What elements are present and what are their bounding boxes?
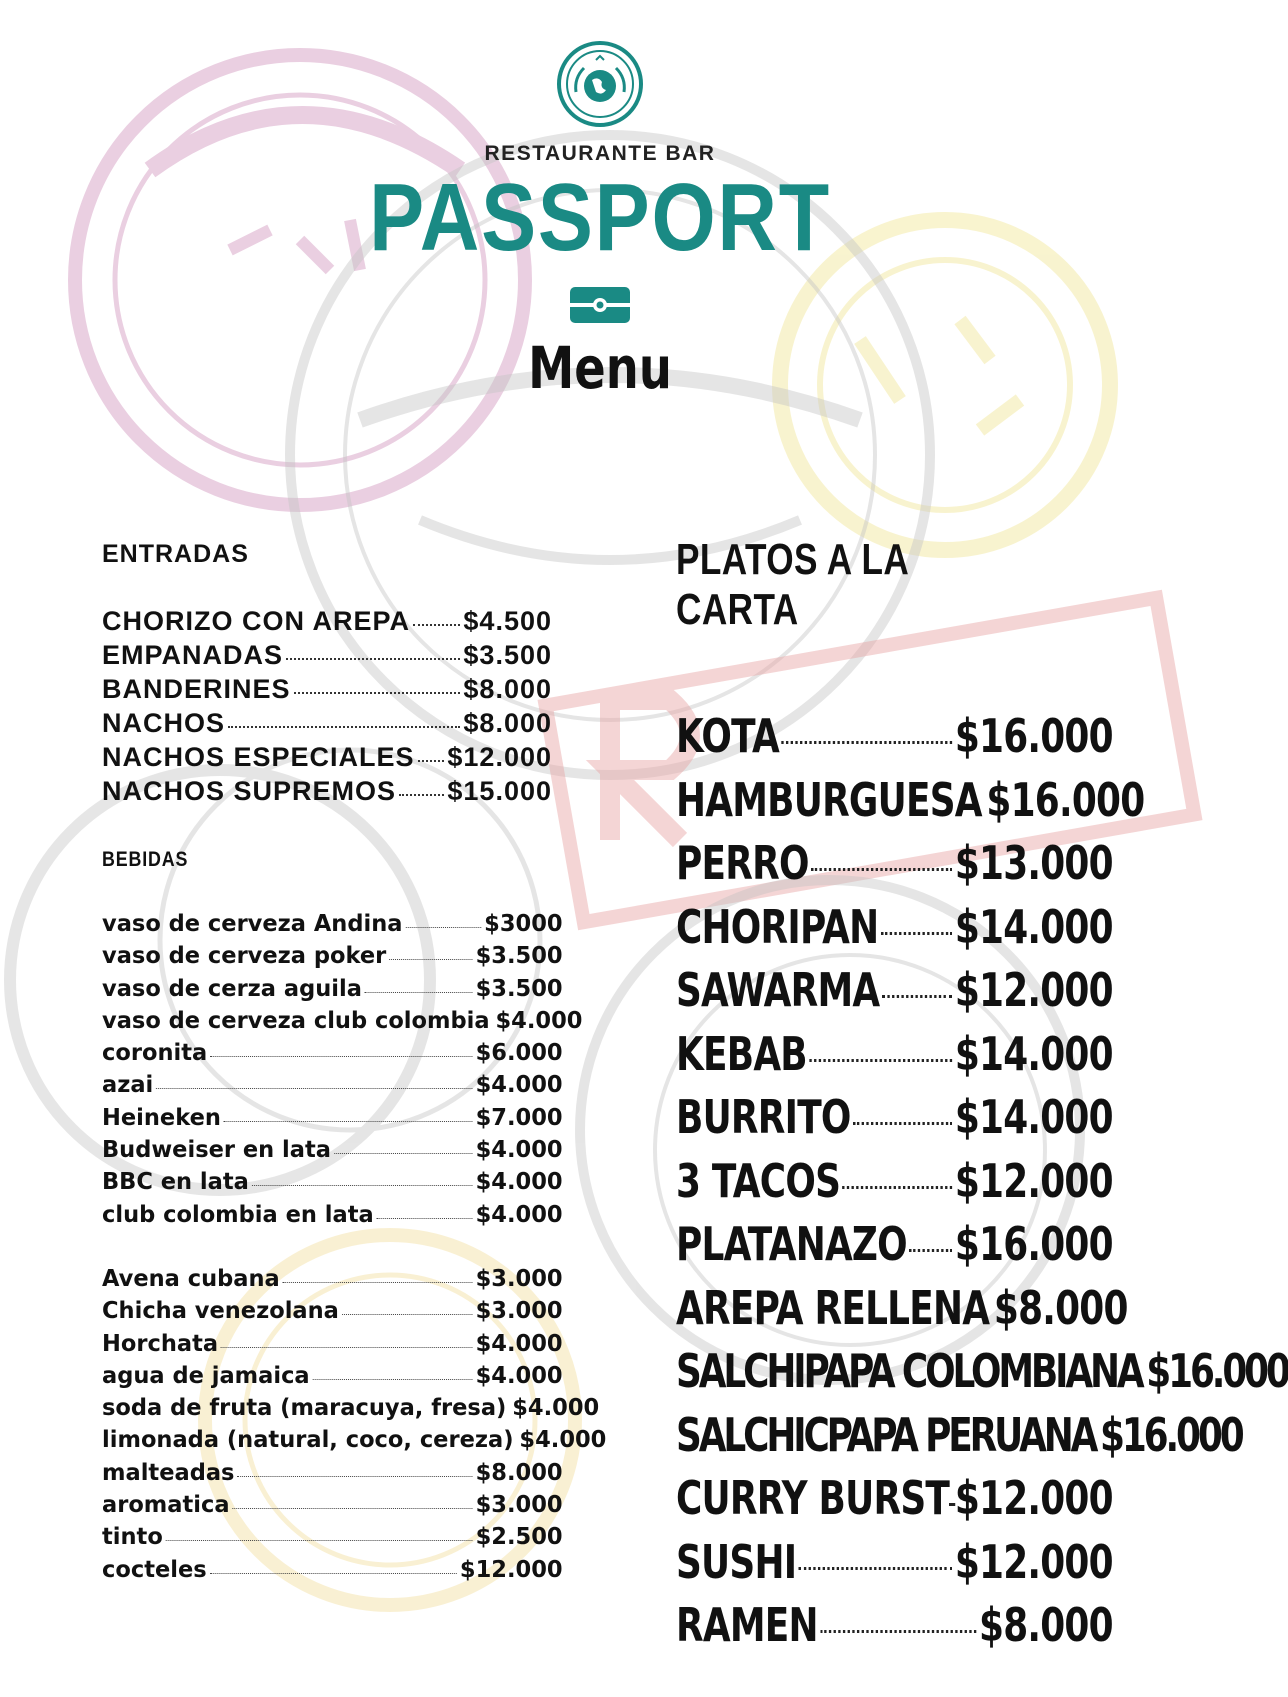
dot-leader <box>811 868 952 871</box>
menu-item-price: $12.000 <box>447 742 552 772</box>
menu-item-name: coronita <box>102 1040 208 1067</box>
dot-leader <box>286 658 460 660</box>
menu-item <box>102 973 563 1005</box>
menu-item <box>676 1340 1288 1404</box>
menu-item-price: $6.000 <box>475 1040 563 1067</box>
dot-leader <box>882 995 953 998</box>
menu-item-name: RAMEN <box>676 1598 818 1652</box>
menu-item-price: $16.000 <box>1099 1407 1242 1462</box>
menu-item-name: AREPA RELLENA <box>676 1280 990 1335</box>
menu-item-name: BANDERINES <box>102 674 291 704</box>
menu-item <box>676 1277 1128 1341</box>
menu-item-name: aromatica <box>102 1492 230 1519</box>
menu-item-name: club colombia en lata <box>102 1201 374 1228</box>
menu-item <box>676 1213 1113 1277</box>
menu-item-name: BBC en lata <box>102 1169 249 1196</box>
dot-leader <box>228 726 460 728</box>
dot-leader <box>210 1573 457 1574</box>
menu-item-name: 3 TACOS <box>676 1153 841 1208</box>
menu-item-name: soda de fruta (maracuya, fresa) <box>102 1395 507 1422</box>
menu-item <box>102 1166 563 1198</box>
menu-item-name: PERRO <box>676 836 809 890</box>
menu-item-name: malteadas <box>102 1459 235 1486</box>
dot-leader <box>166 1540 473 1541</box>
platos-list <box>676 705 1288 1658</box>
globe-laurel-emblem-icon <box>556 40 644 128</box>
menu-item-name: CHORIPAN <box>676 899 879 954</box>
menu-item <box>102 774 552 808</box>
dot-leader <box>210 1056 473 1057</box>
menu-item-price: $3.000 <box>475 1298 563 1325</box>
menu-item-price: $16.000 <box>986 772 1145 827</box>
dot-leader <box>842 1186 952 1189</box>
menu-item-name: NACHOS <box>102 708 226 738</box>
menu-item-name: CHORIZO CON AREPA <box>102 606 411 636</box>
dot-leader <box>221 1347 473 1348</box>
menu-item-name: vaso de cerveza club colombia <box>102 1007 490 1034</box>
menu-item <box>102 1263 563 1295</box>
menu-item-price: $12.000 <box>954 1471 1113 1525</box>
menu-item <box>676 705 1113 769</box>
menu-item <box>102 908 563 940</box>
menu-item <box>676 1023 1113 1087</box>
menu-item-name: CURRY BURST <box>676 1471 950 1525</box>
menu-item <box>676 959 1113 1023</box>
menu-item <box>102 1102 563 1134</box>
menu-item-name: SALCHIPAPA COLOMBIANA <box>676 1344 1142 1398</box>
menu-item-price: $14.000 <box>954 1090 1113 1144</box>
menu-item <box>102 638 552 672</box>
dot-leader <box>418 760 445 762</box>
menu-item <box>102 1489 563 1521</box>
dot-leader <box>881 932 953 935</box>
menu-item-price: $3.000 <box>475 1492 563 1519</box>
menu-item-name: tinto <box>102 1524 163 1551</box>
menu-item-name: KEBAB <box>676 1026 807 1081</box>
dot-leader <box>224 1121 473 1122</box>
dot-leader <box>252 1185 473 1186</box>
dot-leader <box>283 1282 473 1283</box>
menu-item-name: vaso de cerveza poker <box>102 943 387 970</box>
menu-item <box>102 1295 563 1327</box>
menu-item-price: $15.000 <box>447 776 552 806</box>
menu-item-price: $14.000 <box>954 899 1113 954</box>
entradas-heading: ENTRADAS <box>102 540 249 568</box>
brand-name: PASSPORT <box>369 164 831 271</box>
menu-item <box>102 1360 563 1392</box>
dot-leader <box>820 1630 977 1633</box>
menu-item-price: $4.000 <box>475 1072 563 1099</box>
menu-item-price: $8.000 <box>979 1598 1113 1652</box>
menu-item-name: SUSHI <box>676 1534 797 1589</box>
group-spacer <box>102 1231 612 1263</box>
menu-item-name: BURRITO <box>676 1090 851 1144</box>
menu-item <box>102 1134 563 1166</box>
menu-item-price: $8.000 <box>463 674 552 704</box>
menu-item-price: $3.500 <box>463 640 552 670</box>
bebidas-list <box>102 908 612 1586</box>
menu-item-price: $4.000 <box>475 1330 563 1357</box>
menu-item-name: vaso de cerveza Andina <box>102 911 403 937</box>
menu-item-price: $8.000 <box>475 1459 563 1486</box>
dot-leader <box>399 794 444 796</box>
menu-item <box>102 940 563 972</box>
menu-item <box>676 832 1113 896</box>
menu-item-name: EMPANADAS <box>102 640 284 670</box>
menu-item-name: azai <box>102 1072 154 1099</box>
dot-leader <box>781 741 952 744</box>
menu-item <box>676 1086 1113 1150</box>
menu-item <box>102 1424 607 1456</box>
dot-leader <box>342 1314 473 1315</box>
menu-item-name: NACHOS ESPECIALES <box>102 742 415 772</box>
menu-item-name: limonada (natural, coco, cereza) <box>102 1427 514 1454</box>
menu-item-name: HAMBURGUESA <box>676 772 982 827</box>
menu-item-name: KOTA <box>676 709 780 763</box>
menu-item <box>102 1521 563 1553</box>
menu-item <box>676 769 1145 833</box>
menu-item-price: $16.000 <box>954 709 1113 763</box>
menu-item-name: SAWARMA <box>676 963 880 1017</box>
menu-item-price: $8.000 <box>993 1280 1128 1335</box>
menu-item-price: $4.000 <box>475 1169 563 1196</box>
menu-item-price: $4.000 <box>475 1137 563 1164</box>
menu-item-name: Avena cubana <box>102 1265 280 1292</box>
menu-item-price: $4.000 <box>512 1395 600 1422</box>
menu-item-name: Heineken <box>102 1104 221 1131</box>
tagline: RESTAURANTE BAR <box>484 142 716 165</box>
menu-item-name: Chicha venezolana <box>102 1298 339 1325</box>
menu-item <box>102 1457 563 1489</box>
dot-leader <box>313 1379 473 1380</box>
dot-leader <box>294 692 461 694</box>
menu-item-name: NACHOS SUPREMOS <box>102 776 397 806</box>
menu-item-price: $16.000 <box>954 1217 1113 1271</box>
dot-leader <box>237 1476 472 1477</box>
menu-item-price: $7.000 <box>475 1104 563 1131</box>
menu-item-price: $4.000 <box>519 1427 607 1454</box>
menu-item-name: agua de jamaica <box>102 1362 310 1389</box>
menu-item-price: $4.000 <box>495 1007 583 1034</box>
dot-leader <box>799 1567 953 1570</box>
menu-item-name: PLATANAZO <box>676 1217 907 1271</box>
dot-leader <box>405 927 481 928</box>
menu-item-price: $14.000 <box>954 1026 1113 1081</box>
menu-item <box>102 1199 563 1231</box>
menu-item <box>676 896 1113 960</box>
menu-item-price: $12.000 <box>459 1556 563 1583</box>
right-column <box>676 535 1288 1658</box>
menu-item <box>676 1531 1113 1595</box>
dot-leader <box>377 1218 473 1219</box>
dot-leader <box>853 1122 953 1125</box>
menu-item-price: $4.000 <box>475 1201 563 1228</box>
menu-item-name: vaso de cerza aguila <box>102 975 362 1002</box>
passport-badge-icon <box>569 286 631 324</box>
menu-header <box>0 40 1200 402</box>
menu-title: Menu <box>528 334 672 402</box>
menu-item <box>102 604 552 638</box>
entradas-list <box>102 604 612 808</box>
menu-item-name: Horchata <box>102 1330 219 1357</box>
menu-item <box>102 1037 563 1069</box>
dot-leader <box>909 1249 952 1252</box>
menu-item <box>676 1150 1113 1214</box>
dot-leader <box>365 992 473 993</box>
dot-leader <box>413 624 460 626</box>
menu-item-price: $12.000 <box>954 1153 1113 1208</box>
menu-item-price: $16.000 <box>1146 1344 1288 1398</box>
menu-item <box>102 706 552 740</box>
menu-item <box>102 1392 600 1424</box>
menu-item-name: Budweiser en lata <box>102 1137 331 1164</box>
dot-leader <box>389 959 472 960</box>
bebidas-heading: BEBIDAS <box>102 848 189 871</box>
dot-leader <box>334 1153 473 1154</box>
menu-item <box>102 740 552 774</box>
menu-item-price: $4.500 <box>463 606 552 636</box>
menu-item-name: cocteles <box>102 1556 207 1583</box>
dot-leader <box>951 1503 952 1506</box>
menu-item <box>102 1328 563 1360</box>
platos-heading: PLATOS A LA CARTA <box>676 535 908 634</box>
menu-item-price: $3.500 <box>475 975 563 1002</box>
dot-leader <box>156 1088 472 1089</box>
menu-item-name: SALCHICPAPA PERUANA <box>676 1407 1096 1462</box>
menu-item-price: $3.000 <box>475 1265 563 1292</box>
menu-item-price: $13.000 <box>954 836 1113 890</box>
menu-item-price: $2.500 <box>475 1524 563 1551</box>
left-column <box>102 540 612 1586</box>
menu-item-price: $3.500 <box>475 943 563 970</box>
menu-item <box>676 1467 1113 1531</box>
dot-leader <box>809 1059 952 1062</box>
dot-leader <box>233 1508 473 1509</box>
menu-item <box>676 1404 1242 1468</box>
menu-item <box>102 1554 563 1586</box>
menu-item-price: $12.000 <box>954 963 1113 1017</box>
menu-item <box>676 1594 1113 1658</box>
menu-item-price: $4.000 <box>475 1362 563 1389</box>
menu-item <box>102 672 552 706</box>
menu-item-price: $3000 <box>484 911 563 937</box>
menu-item <box>102 1005 583 1037</box>
menu-item-price: $12.000 <box>954 1534 1113 1589</box>
menu-item <box>102 1069 563 1101</box>
menu-item-price: $8.000 <box>463 708 552 738</box>
